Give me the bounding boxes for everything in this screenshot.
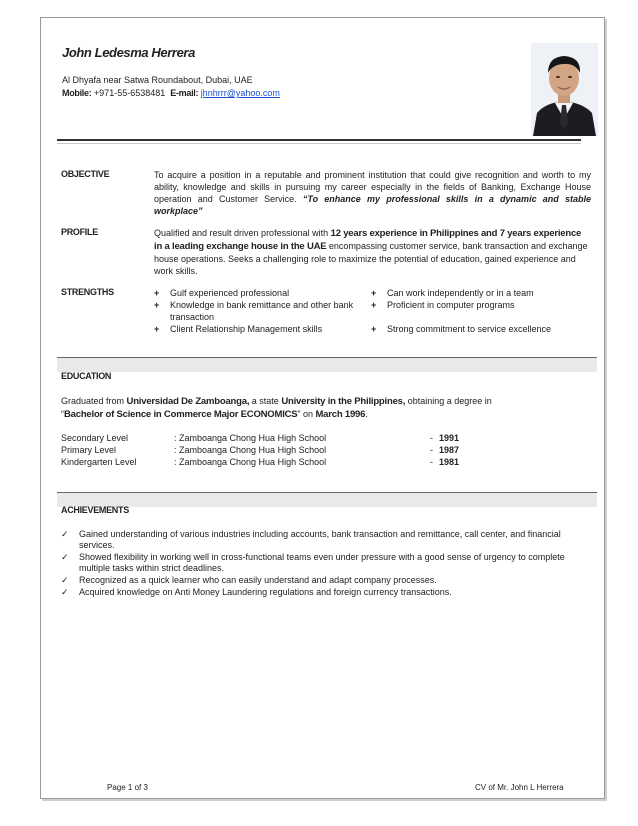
resume-page	[40, 17, 605, 799]
school-level: Kindergarten Level	[61, 457, 137, 467]
achievement-text: Recognized as a quick learner who can easily understand and adapt company processes.	[79, 575, 437, 585]
profile-text	[154, 227, 591, 277]
school-row	[61, 433, 491, 445]
school-dash: -	[430, 445, 433, 455]
page-number: Page 1 of 3	[107, 783, 148, 792]
school-row	[61, 457, 491, 469]
achievement-text: Showed flexibility in working well in cross-functional teams even under pressure with a good sense of urgency to complete multiple tasks within strict deadlines.	[79, 552, 565, 573]
person-portrait-icon	[531, 43, 598, 136]
school-name: : Zamboanga Chong Hua High School	[174, 445, 327, 455]
edu-text: a state	[249, 396, 282, 406]
graduation-date: March 1996	[315, 409, 366, 420]
profile-photo	[531, 43, 598, 136]
profile-body-b: encompassing customer service, bank transaction and exchange house operations. Seeks a challenging role to maximize the potential of education, gained experience and work skills.	[154, 241, 588, 276]
university-state: University in the Philippines,	[281, 396, 406, 407]
header-divider-shadow	[57, 143, 581, 144]
address: Al Dhyafa near Satwa Roundabout, Dubai, UAE	[62, 75, 253, 85]
mobile-label: Mobile:	[62, 88, 92, 98]
objective-body: To acquire a position in a reputable and prominent institution that could give recognition and worth to my ability, knowledge and skills in pursuing my career especially in the fields of Banking, Exchange House operation and Customer Service.	[154, 170, 591, 204]
achievement-text: Gained understanding of various industries including accounts, bank transaction and remittance, call center, and financial services.	[79, 529, 561, 550]
edu-text: ” on	[297, 409, 316, 419]
list-item	[61, 587, 591, 598]
education-band	[57, 357, 597, 372]
contact-line	[62, 88, 280, 98]
strengths-left-list	[154, 287, 354, 335]
header-divider	[57, 139, 581, 141]
objective-emphasis: “To enhance my professional skills in a dynamic and stable workplace”	[154, 194, 591, 216]
education-heading: EDUCATION	[61, 371, 112, 381]
profile-highlight: 12 years experience in Philippines and 7 years experience in a leading exchange house in the UAE	[154, 228, 582, 252]
edu-text: .	[365, 409, 368, 419]
strengths-heading: STRENGTHS	[61, 287, 114, 297]
strength-item: + Gulf experienced professional	[154, 287, 354, 299]
school-row	[61, 445, 491, 457]
list-item	[61, 575, 591, 586]
achievements-heading: ACHIEVEMENTS	[61, 505, 129, 515]
achievements-band	[57, 492, 597, 507]
edu-text: obtaining a degree in	[405, 396, 492, 406]
candidate-name: John Ledesma Herrera	[62, 45, 195, 60]
school-name: : Zamboanga Chong Hua High School	[174, 457, 327, 467]
school-dash: -	[430, 457, 433, 467]
footer-cv-label: CV of Mr. John L Herrera	[475, 783, 564, 792]
edu-text: Graduated from	[61, 396, 127, 406]
school-year: 1987	[439, 445, 460, 455]
checkmark-icon: ✓	[61, 552, 69, 562]
email-link[interactable]: jhnhrrr@yahoo.com	[200, 88, 280, 98]
school-year: 1991	[439, 433, 460, 443]
school-name: : Zamboanga Chong Hua High School	[174, 433, 327, 443]
school-dash: -	[430, 433, 433, 443]
edu-text: “	[61, 409, 64, 419]
strength-item: + Can work independently or in a team	[371, 287, 591, 299]
strength-item: + Client Relationship Management skills	[154, 323, 354, 335]
achievements-list	[61, 529, 591, 599]
checkmark-icon: ✓	[61, 575, 69, 585]
school-level: Secondary Level	[61, 433, 129, 443]
objective-text	[154, 169, 591, 217]
degree-name: Bachelor of Science in Commerce Major ECONOMICS	[64, 409, 298, 420]
objective-heading: OBJECTIVE	[61, 169, 110, 179]
education-summary	[61, 395, 591, 421]
achievement-text: Acquired knowledge on Anti Money Laundering regulations and foreign currency transactions.	[79, 587, 452, 597]
checkmark-icon: ✓	[61, 587, 69, 597]
strength-item: + Knowledge in bank remittance and other bank transaction	[154, 299, 354, 323]
university-name: Universidad De Zamboanga,	[126, 396, 250, 407]
strengths-right-list	[371, 287, 591, 335]
profile-heading: PROFILE	[61, 227, 98, 237]
school-year: 1981	[439, 457, 460, 467]
school-level: Primary Level	[61, 445, 117, 455]
list-item	[61, 529, 591, 551]
profile-body-a: Qualified and result driven professional with	[154, 228, 331, 238]
list-item	[61, 552, 591, 574]
strength-item: + Strong commitment to service excellence	[371, 323, 591, 335]
checkmark-icon: ✓	[61, 529, 69, 539]
mobile-number: +971-55-6538481	[93, 88, 166, 98]
email-label: E-mail:	[170, 88, 199, 98]
strength-item: + Proficient in computer programs	[371, 299, 591, 311]
